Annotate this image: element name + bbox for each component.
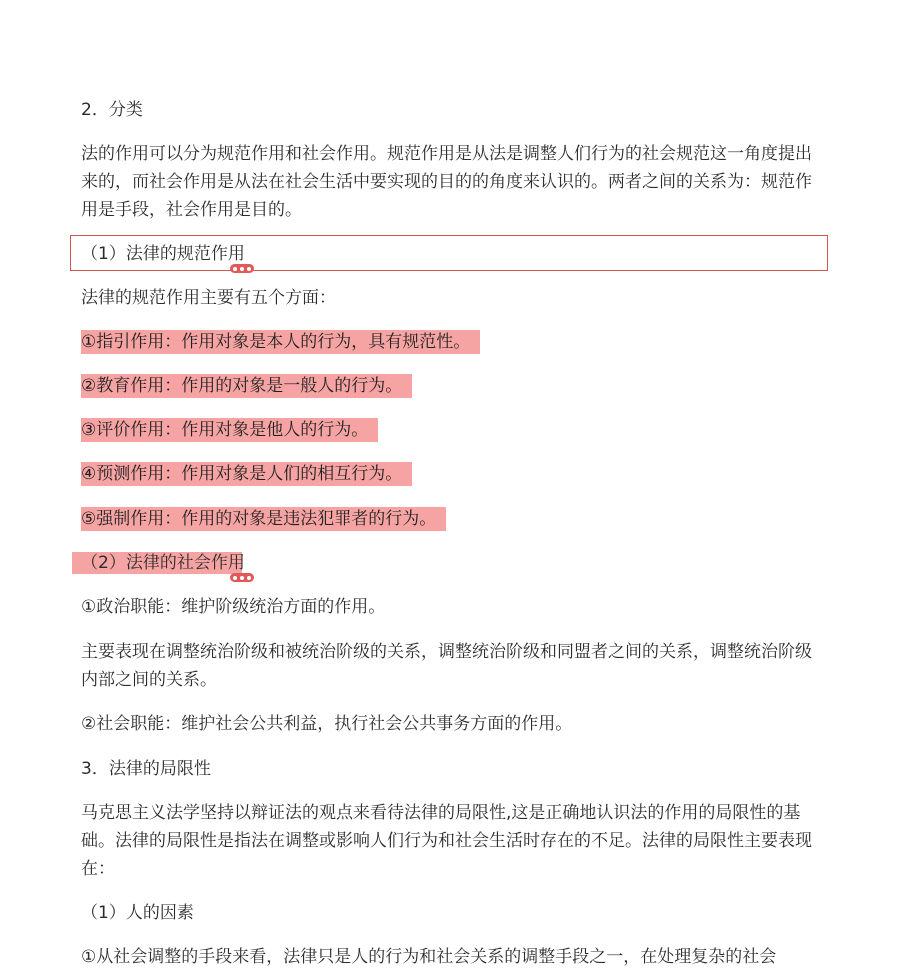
- normative-item-1: [81, 328, 826, 356]
- normative-lead: 法律的规范作用主要有五个方面：: [81, 288, 336, 308]
- section-2-heading: 2．分类: [81, 100, 143, 120]
- section-2-intro: 法的作用可以分为规范作用和社会作用。规范作用是从法是调整人们行为的社会规范这一角度提出来的，而社会作用是从法在社会生活中要实现的目的的角度来认识的。两者之间的关系为：规范作用是手段，社会作用是目的。: [81, 144, 812, 220]
- normative-heading: （1）法律的规范作用: [81, 244, 245, 264]
- social-item-2: ②社会职能：维护社会公共利益，执行社会公共事务方面的作用。: [81, 714, 573, 734]
- normative-item-5: [81, 505, 826, 533]
- highlight[interactable]: ③评价作用：作用对象是他人的行为。: [81, 418, 378, 442]
- social-item-1-detail: 主要表现在调整统治阶级和被统治阶级的关系，调整统治阶级和同盟者之间的关系，调整统治阶级内部之间的关系。: [81, 642, 812, 690]
- comment-marker-icon[interactable]: [230, 573, 254, 582]
- normative-item-2: [81, 372, 826, 400]
- section-3-heading: 3．法律的局限性: [81, 759, 211, 779]
- highlight[interactable]: ①指引作用：作用对象是本人的行为，具有规范性。: [81, 330, 480, 354]
- highlight[interactable]: ⑤强制作用：作用的对象是违法犯罪者的行为。: [81, 507, 446, 531]
- section-3-intro: 马克思主义法学坚持以辩证法的观点来看待法律的局限性,这是正确地认识法的作用的局限性的基础。法律的局限性是指法在调整或影响人们行为和社会生活时存在的不足。法律的局限性主要表现在：: [81, 803, 812, 879]
- highlight[interactable]: ④预测作用：作用对象是人们的相互行为。: [81, 462, 412, 486]
- normative-item-3: [81, 416, 826, 444]
- highlight[interactable]: ②教育作用：作用的对象是一般人的行为。: [81, 374, 412, 398]
- comment-marker-icon[interactable]: [230, 264, 254, 273]
- social-heading: （2）法律的社会作用: [81, 553, 245, 573]
- normative-item-4: [81, 460, 826, 488]
- social-item-1: ①政治职能：维护阶级统治方面的作用。: [81, 597, 386, 617]
- section-3-sub1: （1）人的因素: [81, 903, 194, 923]
- section-3-sub1-item1: ①从社会调整的手段来看，法律只是人的行为和社会关系的调整手段之一，在处理复杂的社会: [81, 947, 777, 967]
